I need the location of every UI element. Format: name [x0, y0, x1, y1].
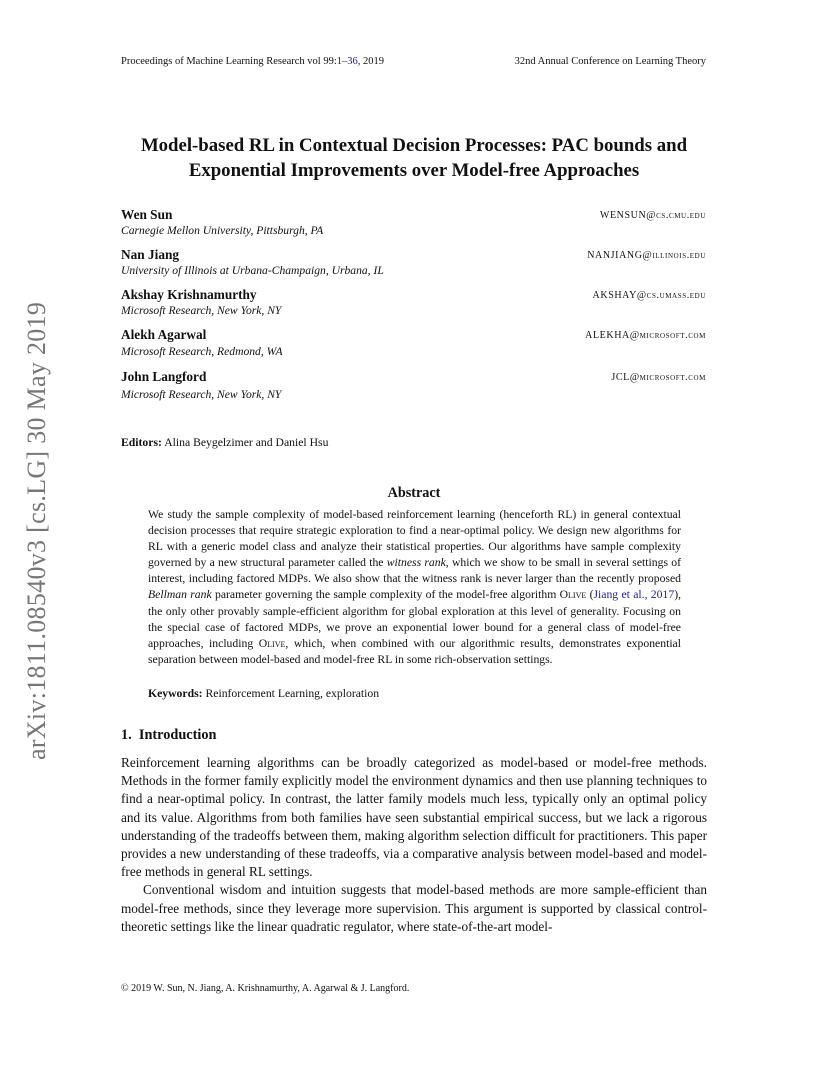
abstract-paragraph: We study the sample complexity of model-based reinforcement learning (henceforth RL) in general contextual decision processes that require strategic exploration to find a near-optimal policy. We design new algorithms for RL with a generic model class and analyze their statistical properties. Our algorithms have sample complexity governed by a new structural parameter called the witness rank, which we show to be small in several settings of interest, including factored MDPs. We also show that the witness rank is never larger than the recently proposed Bellman rank parameter governing the sample complexity of the model-free algorithm Olive (Jiang et al., 2017), the only other provably sample-efficient algorithm for global exploration at this level of generality. Focusing on the special case of factored MDPs, we prove an exponential lower bound for a general class of model-free approaches, including Olive, which, when combined with our algorithmic results, demonstrates exponential separation between model-based and model-free RL in some rich-observation settings. [148, 508, 682, 666]
introduction-body [121, 754, 707, 936]
author-email: NANJIANG@illinois.edu [587, 250, 706, 261]
keywords-label: Keywords: [148, 687, 203, 700]
author-email: ALEKHA@microsoft.com [585, 330, 706, 341]
author-affiliation: Carnegie Mellon University, Pittsburgh, PA [121, 224, 324, 237]
author-name: Akshay Krishnamurthy [121, 287, 257, 302]
author-email: JCL@microsoft.com [611, 372, 706, 383]
author-name: Alekh Agarwal [121, 327, 207, 342]
title-line-2: Exponential Improvements over Model-free Approaches [188, 160, 640, 181]
abstract-body [148, 507, 681, 668]
title-line-1: Model-based RL in Contextual Decision Processes: PAC bounds and [140, 135, 688, 156]
author-name: John Langford [121, 369, 207, 384]
author-affiliation: Microsoft Research, Redmond, WA [121, 345, 283, 358]
editors-label: Editors: [121, 436, 162, 449]
author-name: Nan Jiang [121, 247, 180, 262]
running-header-right: 32nd Annual Conference on Learning Theory [514, 56, 706, 67]
intro-paragraph-2: Conventional wisdom and intuition suggests that model-based methods are more sample-efficient than model-free methods, since they leverage more supervision. This argument is supported by classical control-theoretic settings like the linear quadratic regulator, where state-of-the-art model- [121, 882, 707, 934]
author-affiliation: Microsoft Research, New York, NY [121, 304, 282, 317]
section-heading: 1. Introduction [121, 727, 217, 743]
keywords-line [148, 687, 379, 700]
author-email: AKSHAY@cs.umass.edu [592, 290, 706, 301]
citation-link[interactable]: Jiang et al., 2017 [593, 588, 675, 602]
intro-paragraph-1: Reinforcement learning algorithms can be broadly categorized as model-based or model-free methods. Methods in the former family explicitly model the environment dynamics and then use planning techniques to find a near-optimal policy. In contrast, the latter family models much less, typically only an optimal policy and its value. Algorithms from both families have seen substantial empirical success, but we lack a rigorous understanding of the tradeoffs between them, making algorithm selection difficult for practitioners. This paper provides a new understanding of these tradeoffs, via a comparative analysis between model-based and model-free methods in general RL settings. [121, 755, 707, 880]
abstract-heading: Abstract [387, 485, 441, 501]
copyright-footer: © 2019 W. Sun, N. Jiang, A. Krishnamurthy, A. Agarwal & J. Langford. [121, 983, 410, 994]
author-name: Wen Sun [121, 207, 173, 222]
running-header-left [121, 56, 384, 67]
author-affiliation: University of Illinois at Urbana-Champaign, Urbana, IL [121, 264, 384, 277]
arxiv-stamp: arXiv:1811.08540v3 [cs.LG] 30 May 2019 [22, 301, 51, 760]
editors-names: Alina Beygelzimer and Daniel Hsu [164, 436, 329, 449]
proceedings-year: , 2019 [357, 56, 385, 67]
proceedings-label: Proceedings of Machine Learning Research vol 99: [121, 56, 337, 67]
keywords-text: Reinforcement Learning, exploration [205, 687, 380, 700]
page-range-link[interactable]: 1–36 [336, 56, 358, 67]
author-affiliation: Microsoft Research, New York, NY [121, 388, 282, 401]
paper-title [100, 133, 728, 183]
editors-line [121, 436, 328, 449]
author-email: WENSUN@cs.cmu.edu [599, 210, 706, 221]
